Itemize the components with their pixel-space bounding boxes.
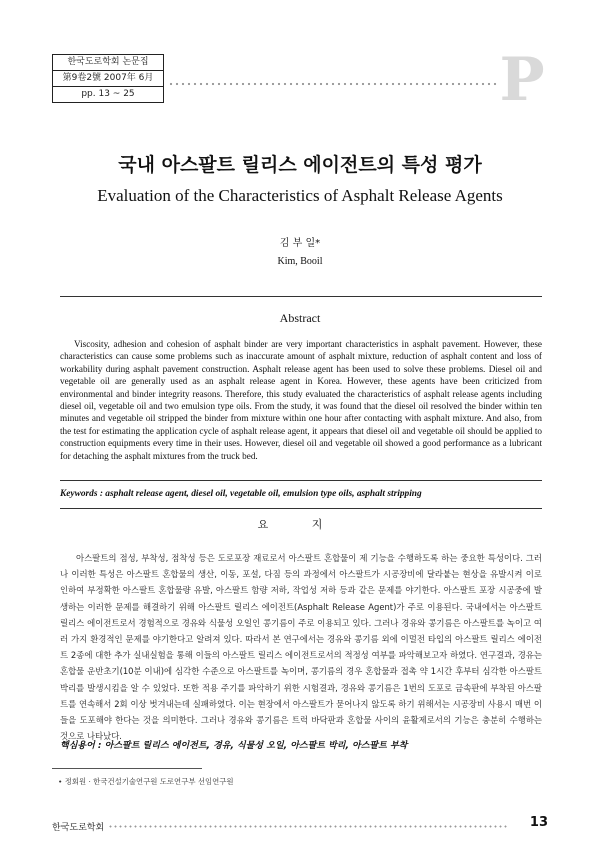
journal-logo-mark: P	[499, 45, 545, 115]
journal-name: 한국도로학회 논문집	[67, 57, 149, 67]
footer-dotted-rule	[108, 825, 508, 828]
abstract-top-rule	[60, 296, 542, 297]
abstract-mid-rule	[60, 480, 542, 481]
author-footnote: • 정회원 · 한국건설기술연구원 도로연구부 선임연구원	[58, 777, 234, 786]
footnote-rule	[52, 768, 202, 769]
journal-pages: pp. 13 ~ 25	[53, 86, 163, 102]
abstract-heading: Abstract	[279, 311, 321, 325]
header-dotted-rule	[168, 82, 498, 86]
author-english: Kim, Booil	[277, 256, 323, 267]
paper-title-korean: 국내 아스팔트 릴리스 에이전트의 특성 평가	[118, 154, 482, 176]
footer-society: 한국도로학회	[52, 823, 105, 833]
page-number: 13	[529, 815, 548, 830]
author-korean: 김 부 일*	[279, 238, 321, 249]
summary-keywords: 핵심용어 : 아스팔트 릴리스 에이전트, 경유, 식물성 오일, 아스팔트 박리, 아스팔트 부착	[60, 741, 408, 751]
abstract-keywords: Keywords : asphalt release agent, diesel oil, vegetable oil, emulsion type oils, asphalt stripping	[60, 489, 422, 499]
journal-issue: 第9卷2號 2007年 6月	[53, 70, 163, 86]
summary-text: 아스팔트의 점성, 부착성, 점착성 등은 도로포장 재료로서 아스팔트 혼합물이 제 기능을 수행하도록 하는 중요한 특성이다. 그러나 이러한 특성은 아스팔트 혼합물의 생산, 이동, 포설, 다짐 등의 과정에서 아스팔트가 시공장비에 달라붙는 현상을 유발시켜 이로 인하여 부정확한 아스팔트 혼합물량 유발, 아스팔트 함량 저하, 작업성 저하 등과 같은 문제를 야기한다. 아스팔트 포장 시공중에 발생하는 이러한 문제를 해결하기 위해 아스팔트 릴리스 에이전트(Asphalt Release Agent)가 주로 이용된다. 국내에서는 아스팔트 릴리스 에이전트로서 경험적으로 경유와 식물성 오일인 콩기름이 주로 이용되고 있다. 그러나 경유와 콩기름은 아스팔트를 녹이고 여러 가지 환경적인 문제를 야기한다고 알려져 있다. 따라서 본 연구에서는 경유와 콩기름 외에 이멀전 타입의 아스팔트 릴리스 에이전트 2종에 대한 추가 실내실험을 통해 이들의 아스팔트 릴리스 에이전트로서의 적정성 여부를 파악해보고자 하였다. 연구결과, 경유는 혼합물 운반초기(10분 이내)에 심각한 수준으로 아스팔트를 녹이며, 콩기름의 경우 혼합물과 접촉 약 1시간 후부터 심각한 아스팔트 박리를 발생시킴을 알 수 있었다. 또한 적용 주기를 파악하기 위한 시험결과, 경유와 콩기름은 1번의 도포로 금속판에 부착된 아스팔트를 연속해서 2회 이상 벗겨내는데 실패하였다. 이는 현장에서 아스팔트가 묻어나지 않도록 하기 위해서는 시공장비 사용시 매번 이들을 도포해야 한다는 것을 의미한다. 그러나 경유와 콩기름은 트럭 바닥판과 혼합물 사이의 윤활제로서의 기능은 충분히 수행하는 것으로 나타났다.	[60, 553, 542, 742]
journal-info-box	[52, 54, 164, 103]
summary-heading: 요 지	[257, 518, 343, 531]
paper-title-english: Evaluation of the Characteristics of Asphalt Release Agents	[97, 186, 503, 205]
abstract-text: Viscosity, adhesion and cohesion of asphalt binder are very important characteristics in asphalt pavement. However, these characteristics can cause some problems such as inaccurate amount of asphalt mixture, reduction of asphalt content and loss of workability during asphalt pavement construction. Asphalt release agent has been used to solve these problems. Diesel oil and vegetable oil are generally used as an asphalt release agent in Korea. However, these agents have been criticized from environmental and binder integrity reasons. Therefore, this study evaluated the characteristics of asphalt release agents including diesel oil, vegetable oil and two emulsion type oils. From the study, it was found that the diesel oil resolved the binder within ten minutes and vegetable oil stripped the binder from mixture within one hour after contacting with asphalt mixture. And also, from the test for estimating the application cycle of asphalt release agent, it appears that diesel oil and vegetable oil should be applied to construction equipments every time in their uses. However, diesel oil and vegetable oil showed a good performance as a lubricant for detaching the asphalt mixtures from the truck bed.	[60, 339, 542, 461]
abstract-bottom-rule	[60, 508, 542, 509]
